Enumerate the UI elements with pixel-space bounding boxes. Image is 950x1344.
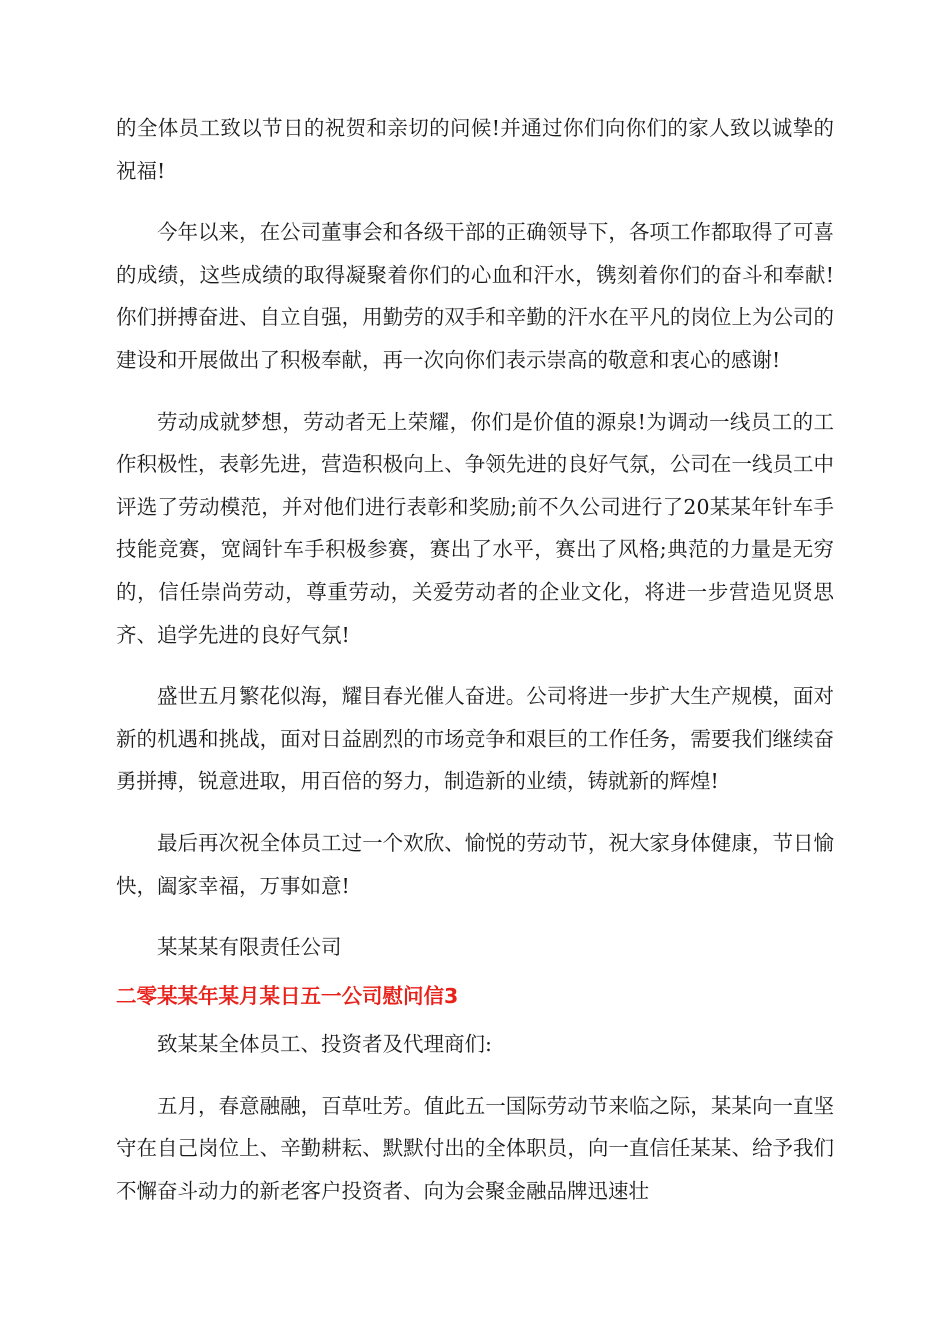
paragraph-may-greeting: 五月，春意融融，百草吐芳。值此五一国际劳动节来临之际，某某向一直坚守在自己岗位上、辛勤耕耘、默默付出的全体职员，向一直信任某某、给予我们不懈奋斗动力的新老客户投资者、向为会聚金融品牌迅速壮 xyxy=(116,1093,834,1204)
salutation: 致某某全体员工、投资者及代理商们: xyxy=(157,1032,492,1057)
paragraph-achievements: 今年以来，在公司董事会和各级干部的正确领导下，各项工作都取得了可喜的成绩，这些成绩的取得凝聚着你们的心血和汗水，镌刻着你们的奋斗和奉献!你们拼搏奋进、自立自强，用勤劳的双手和辛勤的汗水在平凡的岗位上为公司的建设和开展做出了积极奉献，再一次向你们表示崇高的敬意和衷心的感谢! xyxy=(116,220,834,372)
paragraph-closing-wishes: 最后再次祝全体员工过一个欢欣、愉悦的劳动节，祝大家身体健康，节日愉快，阖家幸福，万事如意! xyxy=(116,830,834,898)
signature-company: 某某某有限责任公司 xyxy=(157,935,342,960)
section-heading: 二零某某年某月某日五一公司慰问信3 xyxy=(116,983,459,1008)
document-page xyxy=(116,107,834,1232)
paragraph-labor-honor: 劳动成就梦想，劳动者无上荣耀，你们是价值的源泉!为调动一线员工的工作积极性，表彰先进，营造积极向上、争领先进的良好气氛，公司在一线员工中评选了劳动模范，并对他们进行表彰和奖励;前不久公司进行了20某某年针车手技能竞赛，宽阔针车手积极参赛，赛出了水平，赛出了风格;典范的力量是无穷的，信任崇尚劳动，尊重劳动，关爱劳动者的企业文化，将进一步营造见贤思齐、追学先进的良好气氛! xyxy=(116,409,834,647)
paragraph-may-outlook: 盛世五月繁花似海，耀目春光催人奋进。公司将进一步扩大生产规模，面对新的机遇和挑战，面对日益剧烈的市场竞争和艰巨的工作任务，需要我们继续奋勇拼搏，锐意进取，用百倍的努力，制造新的业绩，铸就新的辉煌! xyxy=(116,684,834,794)
paragraph-greeting-continuation: 的全体员工致以节日的祝贺和亲切的问候!并通过你们向你们的家人致以诚挚的祝福! xyxy=(116,116,834,183)
